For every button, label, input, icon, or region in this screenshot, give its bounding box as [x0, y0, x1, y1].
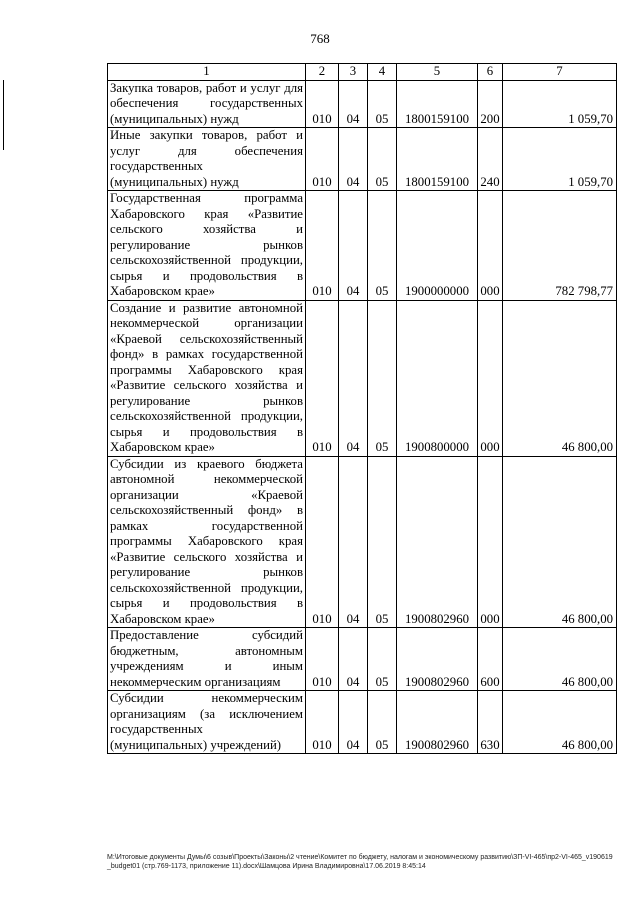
table-row	[108, 628, 617, 691]
header-cell: 7	[503, 64, 617, 81]
row-item-code: 05	[368, 80, 397, 128]
row-amount: 46 800,00	[503, 691, 617, 754]
row-amount: 1 059,70	[503, 128, 617, 191]
row-subsection-code: 04	[339, 456, 368, 628]
row-section-code: 010	[306, 128, 339, 191]
row-section-code: 010	[306, 456, 339, 628]
row-subsection-code: 04	[339, 128, 368, 191]
row-expense-type: 000	[478, 300, 503, 456]
row-expense-type: 600	[478, 628, 503, 691]
row-amount: 46 800,00	[503, 300, 617, 456]
row-subsection-code: 04	[339, 80, 368, 128]
row-section-code: 010	[306, 80, 339, 128]
table-row	[108, 191, 617, 301]
header-cell: 2	[306, 64, 339, 81]
header-cell: 5	[397, 64, 478, 81]
row-description: Субсидии из краевого бюджета автономной некоммерческой организации «Краевой сельскохозяйственный фонд» в рамках государственной программы Хабаровского края «Развитие сельского хозяйства и регулирование рынков сельскохозяйственной продукции, сырья и продовольствия в Хабаровском крае»	[108, 456, 306, 628]
table-row	[108, 80, 617, 128]
row-amount: 1 059,70	[503, 80, 617, 128]
row-target-article: 1900802960	[397, 628, 478, 691]
row-amount: 46 800,00	[503, 628, 617, 691]
row-section-code: 010	[306, 691, 339, 754]
row-description: Государственная программа Хабаровского края «Развитие сельского хозяйства и регулирование рынков сельскохозяйственной продукции, сырья и продовольствия в Хабаровском крае»	[108, 191, 306, 301]
row-target-article: 1900800000	[397, 300, 478, 456]
row-description: Закупка товаров, работ и услуг для обеспечения государственных (муниципальных) нужд	[108, 80, 306, 128]
row-subsection-code: 04	[339, 691, 368, 754]
budget-table	[107, 63, 617, 754]
table-row	[108, 691, 617, 754]
row-expense-type: 000	[478, 456, 503, 628]
table-row	[108, 128, 617, 191]
row-description: Создание и развитие автономной некоммерческой организации «Краевой сельскохозяйственный фонд» в рамках государственной программы Хабаровского края «Развитие сельского хозяйства и регулирование рынков сельскохозяйственной продукции, сырья и продовольствия в Хабаровском крае»	[108, 300, 306, 456]
row-target-article: 1900802960	[397, 691, 478, 754]
row-item-code: 05	[368, 628, 397, 691]
row-description: Предоставление субсидий бюджетным, автономным учреждениям и иным некоммерческим организациям	[108, 628, 306, 691]
row-expense-type: 000	[478, 191, 503, 301]
header-cell: 3	[339, 64, 368, 81]
row-subsection-code: 04	[339, 628, 368, 691]
row-subsection-code: 04	[339, 300, 368, 456]
row-description: Иные закупки товаров, работ и услуг для обеспечения государственных (муниципальных) нужд	[108, 128, 306, 191]
row-section-code: 010	[306, 628, 339, 691]
row-section-code: 010	[306, 191, 339, 301]
row-item-code: 05	[368, 191, 397, 301]
table-row	[108, 456, 617, 628]
header-cell: 1	[108, 64, 306, 81]
row-description: Субсидии некоммерческим организациям (за исключением государственных (муниципальных) учреждений)	[108, 691, 306, 754]
row-item-code: 05	[368, 456, 397, 628]
row-section-code: 010	[306, 300, 339, 456]
row-expense-type: 200	[478, 80, 503, 128]
row-expense-type: 630	[478, 691, 503, 754]
row-expense-type: 240	[478, 128, 503, 191]
row-target-article: 1800159100	[397, 80, 478, 128]
margin-mark	[3, 80, 4, 150]
header-cell: 6	[478, 64, 503, 81]
table-header-row	[108, 64, 617, 81]
row-target-article: 1900802960	[397, 456, 478, 628]
row-target-article: 1800159100	[397, 128, 478, 191]
page-number: 768	[310, 31, 330, 46]
header-cell: 4	[368, 64, 397, 81]
file-path-footer: М:\Итоговые документы Думы\6 созыв\Проекты\Законы\2 чтение\Комитет по бюджету, налогам и экономическому развитию\ЗП-VI-465\пр2-VI-465_v190619_budget01 (стр.769-1173, приложение 11).docx\Шамцова Ирина Владимировна\17.06.2019 8:45:14	[107, 854, 613, 870]
row-amount: 782 798,77	[503, 191, 617, 301]
row-item-code: 05	[368, 300, 397, 456]
row-target-article: 1900000000	[397, 191, 478, 301]
row-item-code: 05	[368, 691, 397, 754]
row-amount: 46 800,00	[503, 456, 617, 628]
row-item-code: 05	[368, 128, 397, 191]
row-subsection-code: 04	[339, 191, 368, 301]
table-row	[108, 300, 617, 456]
